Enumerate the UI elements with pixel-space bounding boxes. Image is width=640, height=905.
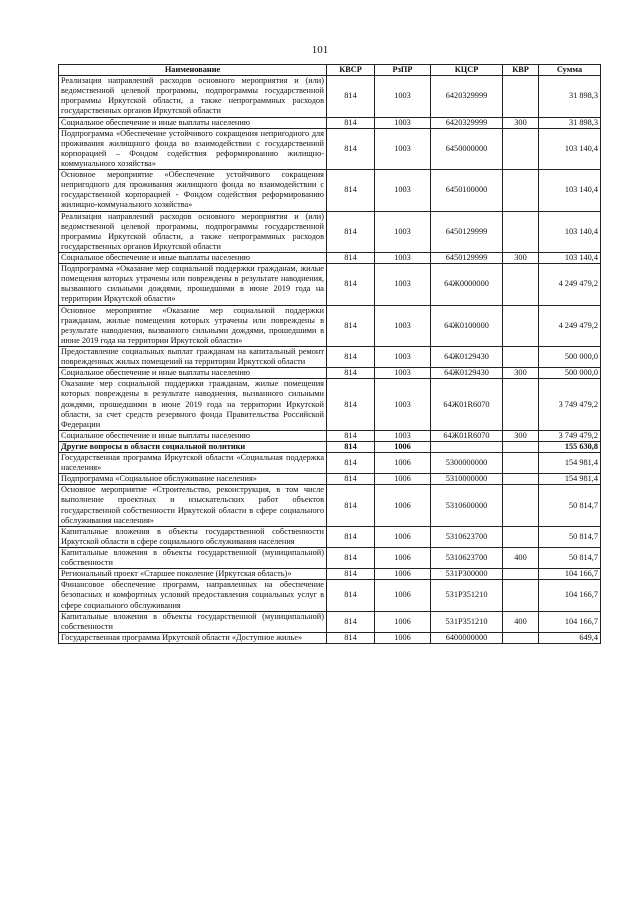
table-row bbox=[59, 76, 601, 117]
cell-rzpr: 1006 bbox=[375, 474, 431, 485]
cell-sum: 50 814,7 bbox=[539, 485, 601, 526]
cell-kvr: 300 bbox=[503, 368, 539, 379]
cell-rzpr: 1003 bbox=[375, 305, 431, 346]
cell-kvr: 400 bbox=[503, 611, 539, 632]
cell-kvr bbox=[503, 580, 539, 611]
cell-kcsr: 64Ж0129430 bbox=[431, 368, 503, 379]
table-row bbox=[59, 430, 601, 441]
table-body bbox=[59, 76, 601, 644]
cell-sum: 104 166,7 bbox=[539, 569, 601, 580]
cell-rzpr: 1006 bbox=[375, 453, 431, 474]
cell-name: Реализация направлений расходов основного мероприятия и (или) ведомственной целевой программы, подпрограммы государственной программы Иркутской области, а также непрограммных расходов государственных органов Иркутской области bbox=[59, 76, 327, 117]
table-row bbox=[59, 305, 601, 346]
cell-sum: 103 140,4 bbox=[539, 170, 601, 211]
cell-rzpr: 1003 bbox=[375, 252, 431, 263]
cell-kvr bbox=[503, 128, 539, 169]
cell-name: Предоставление социальных выплат гражданам на капитальный ремонт поврежденных жилых помещений на территории Иркутской области bbox=[59, 346, 327, 367]
cell-sum: 155 630,8 bbox=[539, 441, 601, 452]
table-row bbox=[59, 117, 601, 128]
cell-kvr bbox=[503, 211, 539, 252]
cell-kvsr: 814 bbox=[327, 430, 375, 441]
cell-kvr bbox=[503, 264, 539, 305]
cell-kcsr: 6450000000 bbox=[431, 128, 503, 169]
cell-kvsr: 814 bbox=[327, 580, 375, 611]
cell-kvsr: 814 bbox=[327, 526, 375, 547]
cell-kvsr: 814 bbox=[327, 611, 375, 632]
table-row bbox=[59, 580, 601, 611]
cell-rzpr: 1006 bbox=[375, 611, 431, 632]
cell-kvsr: 814 bbox=[327, 128, 375, 169]
col-header-kcsr: КЦСР bbox=[431, 65, 503, 76]
cell-name: Государственная программа Иркутской области «Доступное жилье» bbox=[59, 632, 327, 643]
cell-kcsr: 5310000000 bbox=[431, 474, 503, 485]
cell-name: Другие вопросы в области социальной политики bbox=[59, 441, 327, 452]
cell-sum: 103 140,4 bbox=[539, 128, 601, 169]
cell-kcsr: 6420329999 bbox=[431, 76, 503, 117]
cell-sum: 3 749 479,2 bbox=[539, 379, 601, 431]
cell-kvr bbox=[503, 632, 539, 643]
cell-kcsr: 5310600000 bbox=[431, 485, 503, 526]
cell-rzpr: 1006 bbox=[375, 485, 431, 526]
cell-kcsr: 6420329999 bbox=[431, 117, 503, 128]
cell-rzpr: 1003 bbox=[375, 170, 431, 211]
cell-name: Финансовое обеспечение программ, направленных на обеспечение безопасных и комфортных условий предоставления социальных услуг в сфере социального обслуживания bbox=[59, 580, 327, 611]
cell-sum: 104 166,7 bbox=[539, 611, 601, 632]
cell-sum: 500 000,0 bbox=[539, 368, 601, 379]
cell-kvsr: 814 bbox=[327, 368, 375, 379]
cell-rzpr: 1003 bbox=[375, 346, 431, 367]
cell-name: Социальное обеспечение и иные выплаты населению bbox=[59, 252, 327, 263]
cell-name: Капитальные вложения в объекты государственной (муниципальной) собственности bbox=[59, 611, 327, 632]
cell-kvr bbox=[503, 474, 539, 485]
table-row bbox=[59, 252, 601, 263]
cell-kcsr: 6450100000 bbox=[431, 170, 503, 211]
cell-kcsr: 531P300000 bbox=[431, 569, 503, 580]
table-row bbox=[59, 264, 601, 305]
cell-rzpr: 1003 bbox=[375, 264, 431, 305]
cell-name: Социальное обеспечение и иные выплаты населению bbox=[59, 117, 327, 128]
table-row bbox=[59, 474, 601, 485]
cell-sum: 154 981,4 bbox=[539, 453, 601, 474]
cell-kcsr: 6450129999 bbox=[431, 252, 503, 263]
table-row bbox=[59, 170, 601, 211]
table-row bbox=[59, 379, 601, 431]
cell-name: Региональный проект «Старшее поколение (Иркутская область)» bbox=[59, 569, 327, 580]
cell-kvsr: 814 bbox=[327, 305, 375, 346]
cell-kvr: 300 bbox=[503, 252, 539, 263]
table-row bbox=[59, 211, 601, 252]
cell-sum: 50 814,7 bbox=[539, 526, 601, 547]
cell-rzpr: 1003 bbox=[375, 76, 431, 117]
cell-kvr bbox=[503, 379, 539, 431]
cell-rzpr: 1006 bbox=[375, 441, 431, 452]
cell-name: Оказание мер социальной поддержки гражданам, жилые помещения которых повреждены в результате наводнения, вызванного сильными дождями, прошедшими в июне 2019 года на территории Иркутской области, за счет средств резервного фонда Правительства Российской Федерации bbox=[59, 379, 327, 431]
cell-rzpr: 1003 bbox=[375, 211, 431, 252]
cell-name: Основное мероприятие «Строительство, реконструкция, в том числе выполнение проектных и изыскательских работ объектов государственной собственности Иркутской области в сфере социального обслуживания населения» bbox=[59, 485, 327, 526]
cell-sum: 3 749 479,2 bbox=[539, 430, 601, 441]
cell-kvsr: 814 bbox=[327, 252, 375, 263]
cell-name: Социальное обеспечение и иные выплаты населению bbox=[59, 430, 327, 441]
cell-kvr bbox=[503, 526, 539, 547]
cell-kvsr: 814 bbox=[327, 346, 375, 367]
cell-sum: 4 249 479,2 bbox=[539, 305, 601, 346]
cell-name: Государственная программа Иркутской области «Социальная поддержка населения» bbox=[59, 453, 327, 474]
cell-kvr: 300 bbox=[503, 430, 539, 441]
table-row bbox=[59, 569, 601, 580]
cell-kvsr: 814 bbox=[327, 117, 375, 128]
cell-name: Капитальные вложения в объекты государственной собственности Иркутской области в сфере социального обслуживания населения bbox=[59, 526, 327, 547]
cell-kvsr: 814 bbox=[327, 474, 375, 485]
cell-kvsr: 814 bbox=[327, 453, 375, 474]
cell-sum: 649,4 bbox=[539, 632, 601, 643]
cell-sum: 4 249 479,2 bbox=[539, 264, 601, 305]
cell-rzpr: 1006 bbox=[375, 580, 431, 611]
cell-name: Подпрограмма «Обеспечение устойчивого сокращения непригодного для проживания жилищного фонда во взаимодействии с государственной корпорацией – Фондом содействия реформированию жилищно-коммунального хозяйства» bbox=[59, 128, 327, 169]
cell-sum: 500 000,0 bbox=[539, 346, 601, 367]
cell-sum: 154 981,4 bbox=[539, 474, 601, 485]
table-row bbox=[59, 526, 601, 547]
cell-kcsr: 531P351210 bbox=[431, 611, 503, 632]
cell-kvr bbox=[503, 441, 539, 452]
col-header-kvr: КВР bbox=[503, 65, 539, 76]
cell-kcsr: 6450129999 bbox=[431, 211, 503, 252]
cell-kcsr: 531P351210 bbox=[431, 580, 503, 611]
cell-kcsr: 64Ж0129430 bbox=[431, 346, 503, 367]
cell-rzpr: 1003 bbox=[375, 379, 431, 431]
cell-kvsr: 814 bbox=[327, 76, 375, 117]
cell-kvr bbox=[503, 76, 539, 117]
col-header-name: Наименование bbox=[59, 65, 327, 76]
cell-kcsr: 5310623700 bbox=[431, 526, 503, 547]
table-row bbox=[59, 485, 601, 526]
page-number: 101 bbox=[311, 44, 329, 56]
cell-kvr bbox=[503, 569, 539, 580]
cell-rzpr: 1003 bbox=[375, 117, 431, 128]
table-row bbox=[59, 632, 601, 643]
cell-rzpr: 1006 bbox=[375, 526, 431, 547]
table-row bbox=[59, 368, 601, 379]
cell-sum: 50 814,7 bbox=[539, 548, 601, 569]
cell-kcsr bbox=[431, 441, 503, 452]
cell-kvr bbox=[503, 170, 539, 211]
cell-name: Основное мероприятие «Обеспечение устойчивого сокращения непригодного для проживания жилищного фонда во взаимодействии с государственной корпорацией - Фондом содействия реформированию жилищно-коммунального хозяйства» bbox=[59, 170, 327, 211]
cell-kvr bbox=[503, 485, 539, 526]
cell-kvsr: 814 bbox=[327, 485, 375, 526]
cell-kvsr: 814 bbox=[327, 441, 375, 452]
cell-kvsr: 814 bbox=[327, 548, 375, 569]
cell-sum: 104 166,7 bbox=[539, 580, 601, 611]
cell-kvsr: 814 bbox=[327, 569, 375, 580]
cell-name: Подпрограмма «Социальное обслуживание населения» bbox=[59, 474, 327, 485]
cell-kcsr: 64Ж01R6070 bbox=[431, 379, 503, 431]
cell-kvr: 300 bbox=[503, 117, 539, 128]
cell-name: Капитальные вложения в объекты государственной (муниципальной) собственности bbox=[59, 548, 327, 569]
col-header-rzpr: РзПР bbox=[375, 65, 431, 76]
cell-sum: 103 140,4 bbox=[539, 211, 601, 252]
cell-rzpr: 1003 bbox=[375, 368, 431, 379]
table-row bbox=[59, 611, 601, 632]
cell-kcsr: 64Ж0000000 bbox=[431, 264, 503, 305]
cell-sum: 31 898,3 bbox=[539, 117, 601, 128]
table-row bbox=[59, 346, 601, 367]
cell-rzpr: 1006 bbox=[375, 632, 431, 643]
cell-kvr bbox=[503, 346, 539, 367]
cell-rzpr: 1006 bbox=[375, 569, 431, 580]
cell-kvr: 400 bbox=[503, 548, 539, 569]
cell-kvsr: 814 bbox=[327, 379, 375, 431]
cell-kcsr: 5310623700 bbox=[431, 548, 503, 569]
col-header-sum: Сумма bbox=[539, 65, 601, 76]
cell-kvsr: 814 bbox=[327, 170, 375, 211]
cell-name: Подпрограмма «Оказание мер социальной поддержки гражданам, жилые помещения которых утрачены или повреждены в результате наводнения, вызванного сильными дождями, прошедшими в июне 2019 года на территории Иркутской области» bbox=[59, 264, 327, 305]
cell-kcsr: 6400000000 bbox=[431, 632, 503, 643]
budget-table bbox=[58, 64, 601, 644]
cell-name: Основное мероприятие «Оказание мер социальной поддержки гражданам, жилые помещения которых утрачены или повреждены в результате наводнения, вызванного сильными дождями, прошедшими в июне 2019 года на территории Иркутской области» bbox=[59, 305, 327, 346]
table-row bbox=[59, 548, 601, 569]
col-header-kvsr: КВСР bbox=[327, 65, 375, 76]
cell-name: Социальное обеспечение и иные выплаты населению bbox=[59, 368, 327, 379]
cell-kvr bbox=[503, 305, 539, 346]
cell-rzpr: 1003 bbox=[375, 128, 431, 169]
cell-rzpr: 1006 bbox=[375, 548, 431, 569]
cell-kvr bbox=[503, 453, 539, 474]
cell-kvsr: 814 bbox=[327, 264, 375, 305]
table-row bbox=[59, 453, 601, 474]
header-row bbox=[59, 65, 601, 76]
cell-rzpr: 1003 bbox=[375, 430, 431, 441]
cell-sum: 103 140,4 bbox=[539, 252, 601, 263]
cell-kcsr: 64Ж0100000 bbox=[431, 305, 503, 346]
cell-sum: 31 898,3 bbox=[539, 76, 601, 117]
cell-name: Реализация направлений расходов основного мероприятия и (или) ведомственной целевой программы, подпрограммы государственной программы Иркутской области, а также непрограммных расходов государственных органов Иркутской области bbox=[59, 211, 327, 252]
cell-kvsr: 814 bbox=[327, 211, 375, 252]
cell-kcsr: 64Ж01R6070 bbox=[431, 430, 503, 441]
table-row bbox=[59, 128, 601, 169]
cell-kvsr: 814 bbox=[327, 632, 375, 643]
cell-kcsr: 5300000000 bbox=[431, 453, 503, 474]
table-row bbox=[59, 441, 601, 452]
